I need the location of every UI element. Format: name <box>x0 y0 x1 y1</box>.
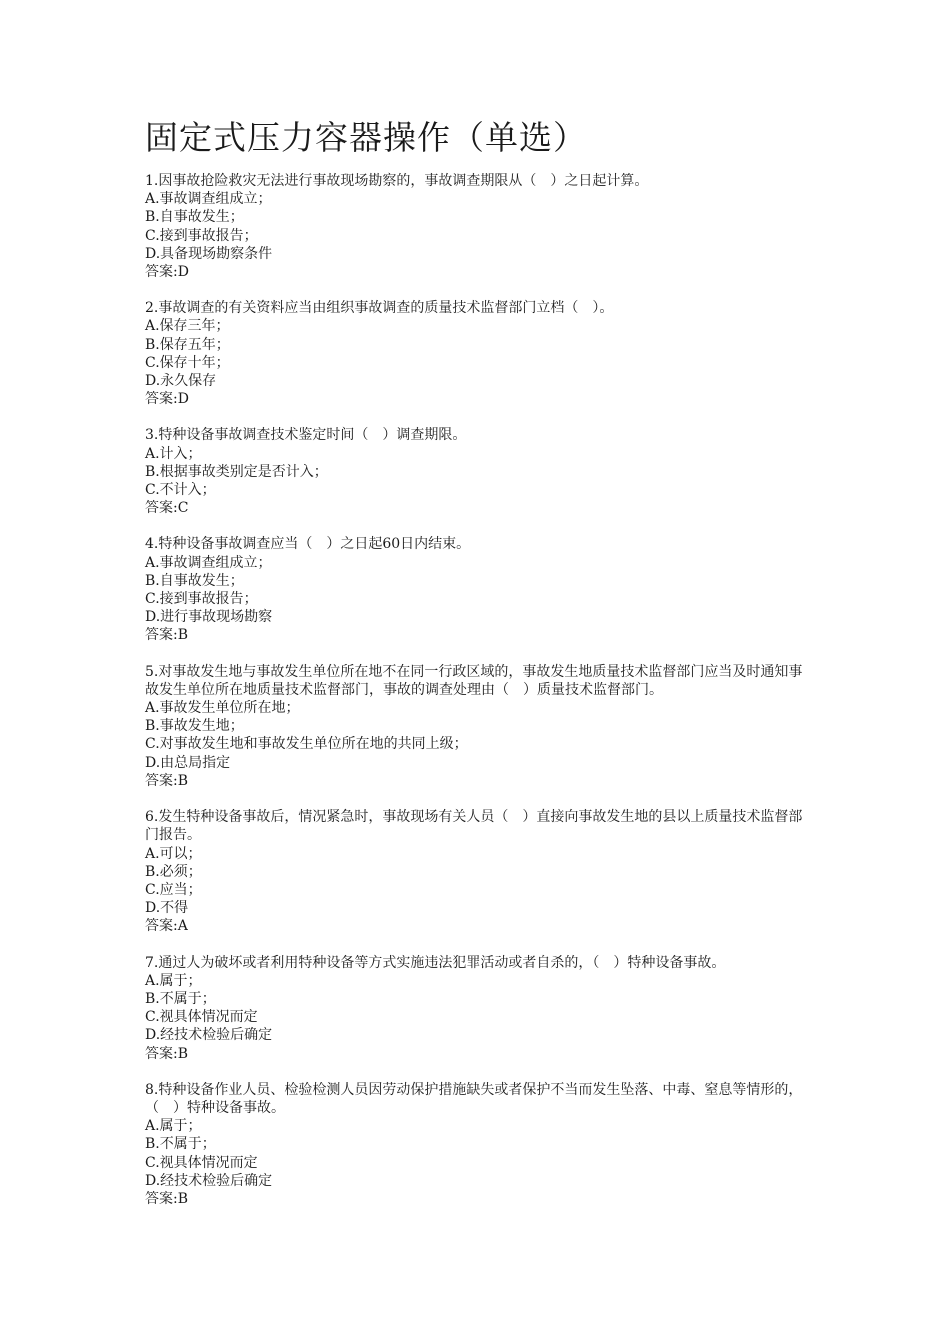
answer-option: B.保存五年； <box>145 336 230 353</box>
answer-option: C.接到事故报告； <box>145 227 258 244</box>
question-block <box>145 663 825 790</box>
question-block <box>145 426 825 517</box>
correct-answer: 答案:C <box>145 500 189 517</box>
answer-option: B.必须； <box>145 863 202 880</box>
answer-option: B.根据事故类别定是否计入； <box>145 463 328 480</box>
answer-option: C.应当； <box>145 881 202 898</box>
correct-answer: 答案:B <box>145 627 189 644</box>
answer-option: A.计入； <box>145 445 202 462</box>
answer-option: B.自事故发生； <box>145 209 244 226</box>
question-block <box>145 535 825 644</box>
question-stem: 5.对事故发生地与事故发生单位所在地不在同一行政区域的，事故发生地质量技术监督部门应当及时通知事故发生单位所在地质量技术监督部门，事故的调查处理由（ ）质量技术监督部门。 <box>145 663 803 698</box>
answer-option: D.永久保存 <box>145 373 217 390</box>
answer-option: D.具备现场勘察条件 <box>145 245 273 262</box>
question-stem: 4.特种设备事故调查应当（ ）之日起60日内结束。 <box>145 536 471 553</box>
answer-option: D.经技术检验后确定 <box>145 1172 273 1189</box>
answer-option: C.视具体情况而定 <box>145 1009 258 1026</box>
answer-option: C.接到事故报告； <box>145 591 258 608</box>
document-page <box>145 112 825 1226</box>
answer-option: D.不得 <box>145 900 189 917</box>
correct-answer: 答案:D <box>145 264 189 281</box>
answer-option: B.不属于； <box>145 990 216 1007</box>
document-title: 固定式压力容器操作（单选） <box>145 118 587 157</box>
answer-option: D.由总局指定 <box>145 754 231 771</box>
correct-answer: 答案:A <box>145 918 188 935</box>
correct-answer: 答案:B <box>145 1045 189 1062</box>
question-block <box>145 808 825 935</box>
answer-option: A.事故调查组成立； <box>145 554 272 571</box>
question-list <box>145 172 825 1208</box>
answer-option: A.属于； <box>145 1118 202 1135</box>
answer-option: A.事故发生单位所在地； <box>145 700 300 717</box>
answer-option: D.经技术检验后确定 <box>145 1027 273 1044</box>
question-stem: 8.特种设备作业人员、检验检测人员因劳动保护措施缺失或者保护不当而发生坠落、中毒、窒息等情形的，（ ）特种设备事故。 <box>145 1081 803 1116</box>
question-block <box>145 299 825 408</box>
question-stem: 1.因事故抢险救灾无法进行事故现场勘察的，事故调查期限从（ ）之日起计算。 <box>145 173 649 189</box>
answer-option: B.事故发生地； <box>145 718 244 735</box>
answer-option: A.可以； <box>145 845 202 862</box>
question-stem: 7.通过人为破坏或者利用特种设备等方式实施违法犯罪活动或者自杀的，（ ）特种设备事故。 <box>145 954 726 971</box>
answer-option: C.视具体情况而定 <box>145 1154 258 1171</box>
question-block <box>145 954 825 1063</box>
question-stem: 2.事故调查的有关资料应当由组织事故调查的质量技术监督部门立档（ ）。 <box>145 300 614 317</box>
answer-option: C.不计入； <box>145 482 216 499</box>
answer-option: A.事故调查组成立； <box>145 191 272 208</box>
answer-option: A.属于； <box>145 972 202 989</box>
answer-option: B.自事故发生； <box>145 572 244 589</box>
answer-option: B.不属于； <box>145 1136 216 1153</box>
question-stem: 6.发生特种设备事故后，情况紧急时，事故现场有关人员（ ）直接向事故发生地的县以上质量技术监督部门报告。 <box>145 809 803 844</box>
answer-option: C.保存十年； <box>145 354 230 371</box>
question-block <box>145 172 825 281</box>
question-block <box>145 1081 825 1208</box>
question-stem: 3.特种设备事故调查技术鉴定时间（ ）调查期限。 <box>145 427 467 444</box>
correct-answer: 答案:B <box>145 1190 189 1207</box>
correct-answer: 答案:D <box>145 391 189 408</box>
answer-option: A.保存三年； <box>145 318 230 335</box>
answer-option: C.对事故发生地和事故发生单位所在地的共同上级； <box>145 736 468 753</box>
correct-answer: 答案:B <box>145 772 189 789</box>
answer-option: D.进行事故现场勘察 <box>145 609 273 626</box>
